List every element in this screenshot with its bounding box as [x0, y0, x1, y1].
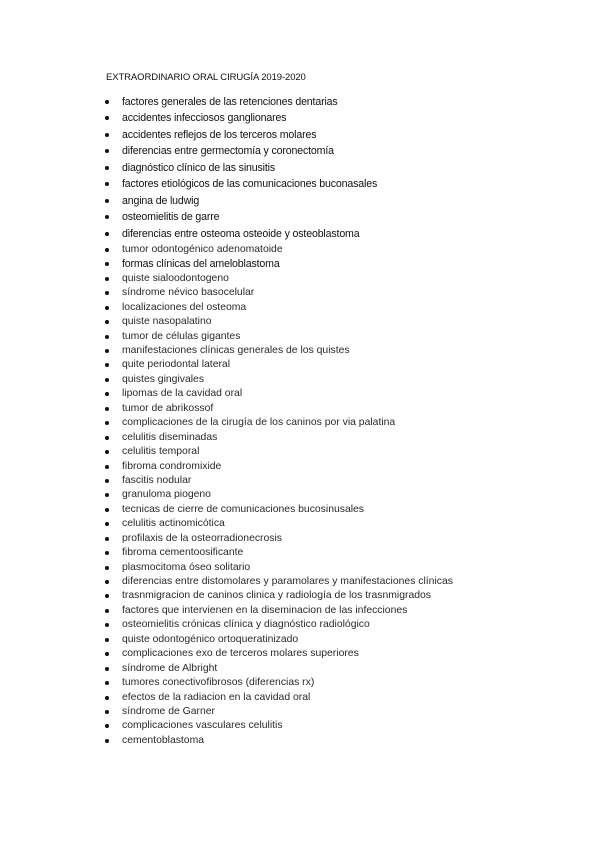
- bullet-icon: [105, 306, 109, 310]
- topic-list-item: [0, 330, 599, 344]
- topic-list-item: [0, 691, 599, 705]
- bullet-icon: [105, 392, 109, 396]
- bullet-icon: [105, 262, 109, 266]
- topic-list-item: [0, 618, 599, 632]
- topic-text: celulitis actinomicótica: [122, 518, 225, 530]
- topic-list-item: [0, 561, 599, 575]
- topic-text: granuloma piogeno: [122, 489, 211, 501]
- bullet-icon: [105, 335, 109, 339]
- topic-list-item: [0, 387, 599, 401]
- topic-text: efectos de la radiacion en la cavidad oral: [122, 691, 311, 703]
- topic-list-item: [0, 373, 599, 387]
- topic-text: quiste odontogénico ortoqueratinizado: [122, 633, 299, 645]
- bullet-icon: [105, 199, 109, 203]
- topic-text: quite periodontal lateral: [122, 359, 231, 371]
- topic-text: tumores conectivofibrosos (diferencias rx): [122, 677, 315, 689]
- bullet-icon: [105, 710, 109, 714]
- bullet-icon: [105, 493, 109, 497]
- bullet-icon: [105, 537, 109, 541]
- bullet-icon: [105, 149, 109, 153]
- topic-list-item: [0, 431, 599, 445]
- topic-list-item: [0, 575, 599, 589]
- topic-list-item: [0, 161, 599, 177]
- topic-list-item: [0, 257, 599, 271]
- topic-list-item: [0, 194, 599, 210]
- topic-text: quiste nasopalatino: [122, 316, 212, 328]
- topic-list-item: [0, 488, 599, 502]
- topic-list-item: [0, 460, 599, 474]
- topic-text: osteomielitis crónicas clínica y diagnóstico radiológico: [122, 619, 370, 631]
- bullet-icon: [105, 681, 109, 685]
- topic-list-item: [0, 272, 599, 286]
- topic-text: factores generales de las retenciones dentarias: [122, 96, 338, 108]
- bullet-icon: [105, 182, 109, 186]
- topic-list-item: [0, 589, 599, 603]
- bullet-icon: [105, 248, 109, 252]
- topic-list-item: [0, 210, 599, 226]
- bullet-icon: [105, 465, 109, 469]
- bullet-icon: [105, 450, 109, 454]
- topic-list-item: [0, 177, 599, 193]
- topic-text: celulitis temporal: [122, 446, 200, 458]
- topic-text: quistes gingivales: [122, 373, 205, 385]
- topic-text: factores etiológicos de las comunicaciones buconasales: [122, 178, 378, 191]
- topic-list-item: [0, 604, 599, 618]
- topic-text: manifestaciones clínicas generales de los quistes: [122, 345, 350, 356]
- topic-list-item: [0, 95, 599, 111]
- bullet-icon: [105, 522, 109, 526]
- topic-text: accidentes reflejos de los terceros molares: [122, 128, 317, 141]
- topic-text: trasnmigracion de caninos clinica y radiología de los trasnmigrados: [122, 590, 431, 602]
- topic-text: diferencias entre distomolares y paramolares y manifestaciones clínicas: [122, 576, 453, 587]
- bullet-icon: [105, 166, 109, 170]
- topic-text: accidentes infecciosos ganglionares: [122, 112, 287, 125]
- bullet-icon: [105, 116, 109, 120]
- topic-text: tumor odontogénico adenomatoide: [122, 243, 283, 255]
- bullet-icon: [105, 696, 109, 700]
- bullet-icon: [105, 609, 109, 613]
- topic-text: síndrome névico basocelular: [122, 287, 255, 299]
- bullet-icon: [105, 320, 109, 324]
- bullet-icon: [105, 407, 109, 411]
- bullet-icon: [105, 363, 109, 367]
- topic-text: celulitis diseminadas: [122, 431, 218, 443]
- topic-list-item: [0, 676, 599, 690]
- topic-list-item: [0, 719, 599, 733]
- topic-list-item: [0, 227, 599, 243]
- topic-list-item: [0, 315, 599, 329]
- topic-text: fibroma condromixide: [122, 460, 222, 472]
- topic-text: factores que intervienen en la diseminacion de las infecciones: [122, 604, 408, 616]
- topic-list-item: [0, 474, 599, 488]
- topic-text: profilaxis de la osteorradionecrosis: [122, 532, 282, 544]
- bullet-icon: [105, 594, 109, 598]
- bullet-icon: [105, 638, 109, 642]
- bullet-icon: [105, 479, 109, 483]
- bullet-icon: [105, 100, 109, 104]
- topic-list-item: [0, 503, 599, 517]
- topic-list-item: [0, 633, 599, 647]
- bullet-icon: [105, 421, 109, 425]
- topic-text: diferencias entre germectomía y coronectomía: [122, 145, 334, 158]
- topic-list-item: [0, 416, 599, 430]
- topic-list-item: [0, 301, 599, 315]
- topic-text: síndrome de Albright: [122, 662, 218, 674]
- topic-list-item: [0, 662, 599, 676]
- bullet-icon: [105, 133, 109, 137]
- topic-list-item: [0, 243, 599, 257]
- topic-list-item: [0, 734, 599, 748]
- topic-text: complicaciones exo de terceros molares superiores: [122, 648, 359, 660]
- topic-text: osteomielitis de garre: [122, 211, 220, 224]
- bullet-icon: [105, 349, 109, 353]
- topic-text: cementoblastoma: [122, 734, 205, 746]
- topic-text: diagnóstico clínico de las sinusitis: [122, 161, 275, 174]
- topic-text: localizaciones del osteoma: [122, 301, 247, 313]
- topic-text: fascitis nodular: [122, 474, 192, 486]
- topic-text: fibroma cementoosificante: [122, 547, 244, 559]
- topic-text: angina de ludwig: [122, 194, 200, 207]
- bullet-icon: [105, 739, 109, 743]
- topic-list-item: [0, 111, 599, 127]
- topic-list-item: [0, 344, 599, 358]
- topic-list-item: [0, 286, 599, 300]
- topic-list-item: [0, 546, 599, 560]
- topic-list-item: [0, 647, 599, 661]
- topic-text: plasmocitoma óseo solitario: [122, 561, 251, 573]
- topic-text: diferencias entre osteoma osteoide y osteoblastoma: [122, 227, 360, 240]
- bullet-icon: [105, 667, 109, 671]
- bullet-icon: [105, 566, 109, 570]
- topic-list-item: [0, 517, 599, 531]
- topic-list-item: [0, 445, 599, 459]
- bullet-icon: [105, 436, 109, 440]
- topic-list-item: [0, 402, 599, 416]
- bullet-icon: [105, 508, 109, 512]
- bullet-icon: [105, 623, 109, 627]
- topic-list-item: [0, 128, 599, 144]
- bullet-icon: [105, 580, 109, 584]
- topic-list-item: [0, 358, 599, 372]
- topic-list-item: [0, 144, 599, 160]
- document-title: EXTRAORDINARIO ORAL CIRUGÍA 2019-2020: [106, 72, 306, 83]
- topic-text: complicaciones vasculares celulitis: [122, 720, 283, 732]
- bullet-icon: [105, 232, 109, 236]
- topic-text: tumor de células gigantes: [122, 330, 241, 342]
- topic-list-item: [0, 705, 599, 719]
- topic-text: síndrome de Garner: [122, 705, 215, 717]
- topic-list-item: [0, 532, 599, 546]
- bullet-icon: [105, 551, 109, 555]
- topic-text: tumor de abrikossof: [122, 402, 214, 414]
- bullet-icon: [105, 291, 109, 295]
- topic-text: tecnicas de cierre de comunicaciones bucosinusales: [122, 503, 365, 515]
- bullet-icon: [105, 215, 109, 219]
- topic-text: quiste sialoodontogeno: [122, 272, 229, 284]
- bullet-icon: [105, 652, 109, 656]
- topic-list: [0, 95, 599, 748]
- bullet-icon: [105, 378, 109, 382]
- bullet-icon: [105, 724, 109, 728]
- topic-text: complicaciones de la cirugía de los caninos por via palatina: [122, 417, 396, 429]
- topic-text: formas clínicas del ameloblastoma: [122, 258, 280, 271]
- bullet-icon: [105, 277, 109, 281]
- topic-text: lipomas de la cavidad oral: [122, 388, 243, 400]
